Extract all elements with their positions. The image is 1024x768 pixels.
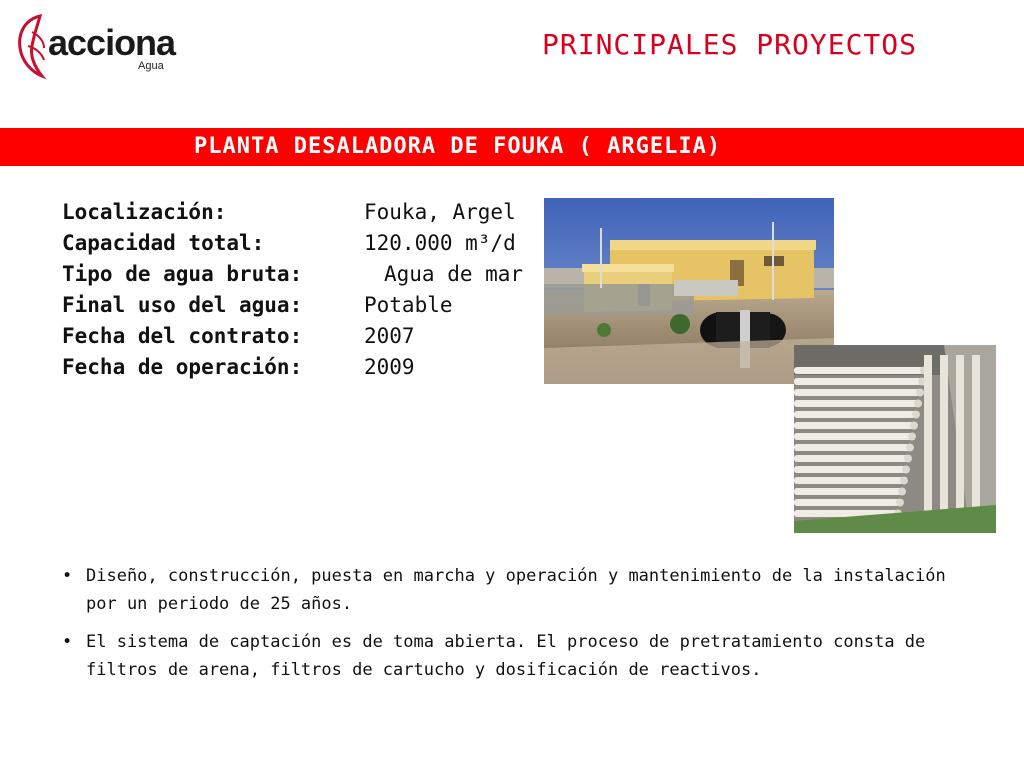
project-title-bar — [0, 128, 1024, 166]
spec-row-location — [62, 200, 602, 231]
membrane-racks-photo — [794, 345, 996, 533]
acciona-logo — [14, 12, 184, 80]
spec-row-capacity — [62, 231, 602, 262]
page-title: PRINCIPALES PROYECTOS — [542, 28, 918, 61]
list-item — [58, 628, 978, 684]
spec-row-contract-date — [62, 324, 602, 355]
spec-value: 2007 — [364, 324, 415, 348]
project-description-list — [58, 562, 978, 694]
project-title: PLANTA DESALADORA DE FOUKA ( ARGELIA) — [194, 134, 722, 159]
spec-label: Tipo de agua bruta: — [62, 262, 303, 286]
spec-label: Fecha de operación: — [62, 355, 303, 379]
spec-label: Final uso del agua: — [62, 293, 303, 317]
bullet-icon: • — [62, 566, 73, 586]
bullet-text: Diseño, construcción, puesta en marcha y operación y mantenimiento de la instalación por un periodo de 25 años. — [86, 566, 946, 614]
spec-label: Capacidad total: — [62, 231, 265, 255]
spec-label: Fecha del contrato: — [62, 324, 303, 348]
spec-value: Potable — [364, 293, 453, 317]
project-specs — [62, 200, 602, 386]
plant-building-photo — [544, 198, 834, 384]
spec-row-operation-date — [62, 355, 602, 386]
spec-row-final-use — [62, 293, 602, 324]
spec-label: Localización: — [62, 200, 227, 224]
list-item — [58, 562, 978, 618]
spec-value: 120.000 m³/d — [364, 231, 516, 255]
spec-value: Fouka, Argel — [364, 200, 516, 224]
logo-wordmark: acciona — [48, 22, 176, 63]
logo-subtext: Agua — [138, 60, 164, 72]
bullet-text: El sistema de captación es de toma abierta. El proceso de pretratamiento consta de filtros de arena, filtros de cartucho y dosificación de reactivos. — [86, 632, 926, 680]
spec-row-water-type — [62, 262, 602, 293]
spec-value: Agua de mar — [384, 262, 524, 286]
bullet-icon: • — [62, 632, 73, 652]
spec-value: 2009 — [364, 355, 415, 379]
